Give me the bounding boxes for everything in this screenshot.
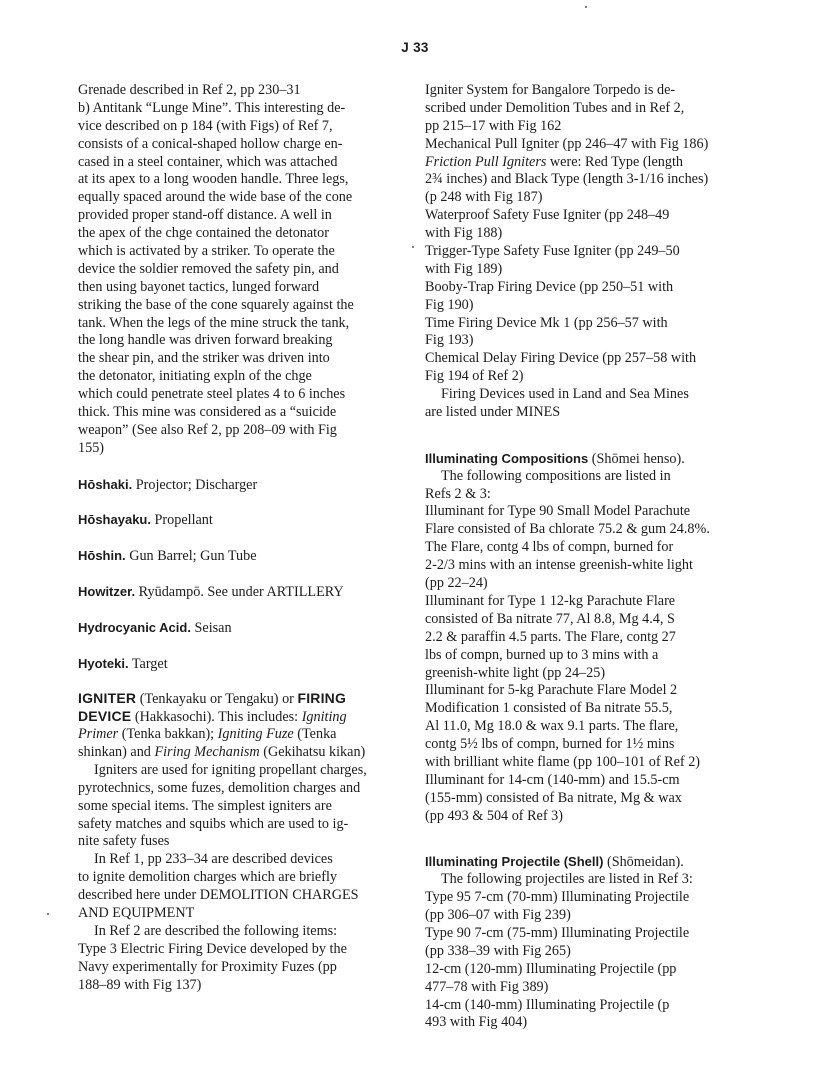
text-line: The Flare, contg 4 lbs of compn, burned for — [425, 539, 674, 556]
headword: Illuminating Compositions — [425, 450, 589, 466]
text-line: Illuminant for Type 90 Small Model Parachute — [425, 503, 691, 520]
entry-hydrocyanic-acid — [78, 619, 400, 637]
text-line: with Fig 189) — [425, 260, 503, 277]
scan-speck — [585, 6, 587, 8]
headword: Hōshaki. — [78, 476, 133, 492]
spacer — [425, 826, 745, 844]
italic-term: Friction Pull Igniters — [425, 153, 547, 170]
headword: Howitzer. — [78, 583, 136, 599]
text-line: Type 90 7-cm (75-mm) Illuminating Projectile — [425, 924, 690, 941]
text-line: some special items. The simplest igniters are — [78, 797, 332, 814]
text-line: 14-cm (140-mm) Illuminating Projectile (p — [425, 996, 670, 1013]
text-line: with Fig 188) — [425, 225, 503, 242]
text-line: Grenade described in Ref 2, pp 230–31 — [78, 82, 301, 98]
page-number: J 33 — [401, 40, 429, 55]
text-line: Igniter System for Bangalore Torpedo is de- — [425, 82, 676, 98]
text-line — [425, 853, 745, 871]
text-line: the apex of the chge contained the detonator — [78, 225, 329, 242]
text-line: pp 215–17 with Fig 162 — [425, 117, 562, 134]
italic-term: Igniting — [301, 709, 347, 726]
text-line: weapon” (See also Ref 2, pp 208–09 with Fig — [78, 421, 337, 438]
text-line: Fig 193) — [425, 332, 474, 349]
definition: Target — [128, 655, 168, 672]
text-line: Time Firing Device Mk 1 (pp 256–57 with — [425, 314, 668, 331]
text-run: were: Red Type (length — [546, 153, 684, 170]
text-line: (pp 493 & 504 of Ref 3) — [425, 807, 563, 824]
text-line: safety matches and squibs which are used to ig- — [78, 815, 349, 832]
text-line: b) Antitank “Lunge Mine”. This interesting de- — [78, 99, 346, 116]
text-line: provided proper stand-off distance. A well in — [78, 207, 332, 224]
text-line — [78, 726, 400, 744]
text-line: Illuminant for 14-cm (140-mm) and 15.5-cm — [425, 771, 680, 788]
text-run: shinkan) and — [78, 743, 155, 760]
text-line: (155-mm) consisted of Ba nitrate, Mg & wax — [425, 789, 682, 806]
text-line: the shear pin, and the striker was driven into — [78, 350, 330, 367]
headword: Hōshayaku. — [78, 512, 151, 528]
italic-term: Firing Mechanism — [154, 743, 260, 760]
text-line: are listed under MINES — [425, 404, 561, 421]
text-line: 493 with Fig 404) — [425, 1014, 528, 1031]
spacer — [78, 565, 400, 583]
text-line: then using bayonet tactics, lunged forward — [78, 278, 320, 295]
text-run: (Shōmeidan). — [603, 854, 684, 871]
text-line: (pp 338–39 with Fig 265) — [425, 942, 571, 959]
text-line: Chemical Delay Firing Device (pp 257–58 with — [425, 350, 697, 367]
left-column — [78, 82, 400, 994]
headword: Hōshin. — [78, 548, 126, 564]
headword: DEVICE — [78, 708, 132, 725]
text-line: 2.2 & paraffin 4.5 parts. The Flare, contg 27 — [425, 628, 676, 645]
text-line: consists of a conical-shaped hollow charge en- — [78, 135, 343, 152]
text-line: equally spaced around the wide base of the cone — [78, 189, 353, 206]
text-line: the long handle was driven forward breaking — [78, 332, 333, 349]
definition: Projector; Discharger — [132, 476, 258, 493]
text-run: (Tenkayaku or Tengaku) or — [136, 691, 298, 708]
text-line: nite safety fuses — [78, 833, 170, 850]
text-run: (Shōmei henso). — [588, 450, 685, 467]
headword: Illuminating Projectile (Shell) — [425, 854, 604, 870]
text-line: (p 248 with Fig 187) — [425, 189, 543, 206]
text-line: 2-2/3 mins with an intense greenish-white light — [425, 557, 693, 574]
text-line: Illuminant for Type 1 12-kg Parachute Flare — [425, 592, 676, 609]
text-line: pyrotechnics, some fuzes, demolition charges and — [78, 779, 361, 796]
headword: Hyoteki. — [78, 655, 129, 671]
text-line: the detonator, initiating expln of the chge — [78, 368, 312, 385]
text-line — [425, 450, 745, 468]
text-line: Al 11.0, Mg 18.0 & wax 9.1 parts. The flare, — [425, 718, 679, 735]
text-line: Refs 2 & 3: — [425, 485, 491, 502]
definition: Seisan — [190, 619, 232, 636]
text-line: with brilliant white flame (pp 100–101 of Ref 2) — [425, 753, 701, 770]
text-line: Booby-Trap Firing Device (pp 250–51 with — [425, 278, 674, 295]
text-line — [78, 690, 400, 708]
entry-illuminating-projectile — [425, 853, 745, 1032]
text-line: Fig 190) — [425, 296, 474, 313]
entry-hoshayaku — [78, 511, 400, 529]
text-line: at its apex to a long wooden handle. Three legs, — [78, 171, 349, 188]
text-line: In Ref 2 are described the following items: — [94, 922, 338, 939]
text-line: In Ref 1, pp 233–34 are described devices — [94, 851, 333, 868]
text-line — [425, 154, 745, 172]
definition: Gun Barrel; Gun Tube — [125, 548, 257, 565]
entry-illuminating-compositions — [425, 450, 745, 826]
text-line: Navy experimentally for Proximity Fuzes (pp — [78, 958, 337, 975]
spacer — [78, 637, 400, 655]
scan-speck — [412, 246, 414, 248]
italic-term: Primer — [78, 726, 119, 743]
text-line: Flare consisted of Ba chlorate 75.2 & gum 24.8%. — [425, 521, 710, 538]
entry-hoshaki — [78, 476, 400, 494]
text-line: Igniters are used for igniting propellant charges, — [94, 761, 367, 778]
text-run: (Gekihatsu kikan) — [259, 743, 366, 760]
spacer — [425, 843, 745, 853]
text-run: (Tenka bakkan); — [118, 726, 218, 743]
text-line: cased in a steel container, which was attached — [78, 153, 338, 170]
text-line: which could penetrate steel plates 4 to 6 inches — [78, 386, 346, 403]
text-line: consisted of Ba nitrate 77, Al 8.8, Mg 4.4, S — [425, 610, 675, 627]
text-line: The following compositions are listed in — [441, 467, 671, 484]
headword: IGNITER — [78, 690, 137, 707]
text-line: vice described on p 184 (with Figs) of Ref 7, — [78, 117, 333, 134]
text-line: AND EQUIPMENT — [78, 904, 195, 921]
text-line: Waterproof Safety Fuse Igniter (pp 248–49 — [425, 207, 670, 224]
text-line: Trigger-Type Safety Fuse Igniter (pp 249–50 — [425, 243, 680, 260]
text-line: Mechanical Pull Igniter (pp 246–47 with Fig 186) — [425, 135, 709, 152]
text-run: (Tenka — [293, 726, 337, 743]
text-line: Type 3 Electric Firing Device developed by the — [78, 940, 347, 957]
text-line — [78, 744, 400, 762]
spacer — [78, 458, 400, 476]
text-line: 12-cm (120-mm) Illuminating Projectile (pp — [425, 960, 677, 977]
headword: FIRING — [297, 690, 347, 707]
text-line: to ignite demolition charges which are briefly — [78, 869, 337, 886]
text-line: device the soldier removed the safety pin, and — [78, 260, 339, 277]
text-line: Modification 1 consisted of Ba nitrate 55.5, — [425, 700, 673, 717]
text-line: described here under DEMOLITION CHARGES — [78, 887, 359, 904]
text-line: (pp 22–24) — [425, 575, 488, 592]
text-line: 2¾ inches) and Black Type (length 3-1/16 inches) — [425, 171, 709, 188]
text-line: thick. This mine was considered as a “suicide — [78, 404, 337, 421]
text-line: Firing Devices used in Land and Sea Mines — [441, 386, 689, 403]
text-line — [78, 708, 400, 726]
definition: Ryūdampō. See under ARTILLERY — [135, 583, 344, 600]
text-line: scribed under Demolition Tubes and in Ref 2, — [425, 99, 685, 116]
definition: Propellant — [150, 512, 213, 529]
spacer — [425, 422, 745, 440]
text-line: (pp 306–07 with Fig 239) — [425, 907, 571, 924]
text-line: Illuminant for 5-kg Parachute Flare Model 2 — [425, 682, 678, 699]
text-line: greenish-white light (pp 24–25) — [425, 664, 606, 681]
entry-howitzer — [78, 583, 400, 601]
antitank-lunge-mine-paragraph — [78, 100, 400, 458]
entry-igniter — [78, 690, 400, 994]
spacer — [78, 672, 400, 690]
italic-term: Igniting Fuze — [217, 726, 294, 743]
text-line: lbs of compn, burned up to 3 mins with a — [425, 646, 659, 663]
entry-hyoteki — [78, 655, 400, 673]
text-line: Type 95 7-cm (70-mm) Illuminating Projectile — [425, 889, 690, 906]
text-line: 155) — [78, 439, 105, 456]
text-line: tank. When the legs of the mine struck the tank, — [78, 314, 350, 331]
text-line: contg 5½ lbs of compn, burned for 1½ mins — [425, 736, 675, 753]
text-line: The following projectiles are listed in Ref 3: — [441, 871, 693, 888]
spacer — [425, 440, 745, 450]
entry-hoshin — [78, 547, 400, 565]
scan-speck — [47, 913, 49, 915]
right-column — [425, 82, 745, 1032]
spacer — [78, 601, 400, 619]
spacer — [78, 493, 400, 511]
text-run: (Hakkasochi). This includes: — [131, 709, 302, 726]
text-line: striking the base of the cone squarely against the — [78, 296, 354, 313]
headword: Hydrocyanic Acid. — [78, 619, 191, 635]
text-line: 188–89 with Fig 137) — [78, 976, 202, 993]
text-line: 477–78 with Fig 389) — [425, 978, 549, 995]
spacer — [78, 529, 400, 547]
text-line: Fig 194 of Ref 2) — [425, 368, 524, 385]
text-line: which is activated by a striker. To operate the — [78, 243, 335, 260]
